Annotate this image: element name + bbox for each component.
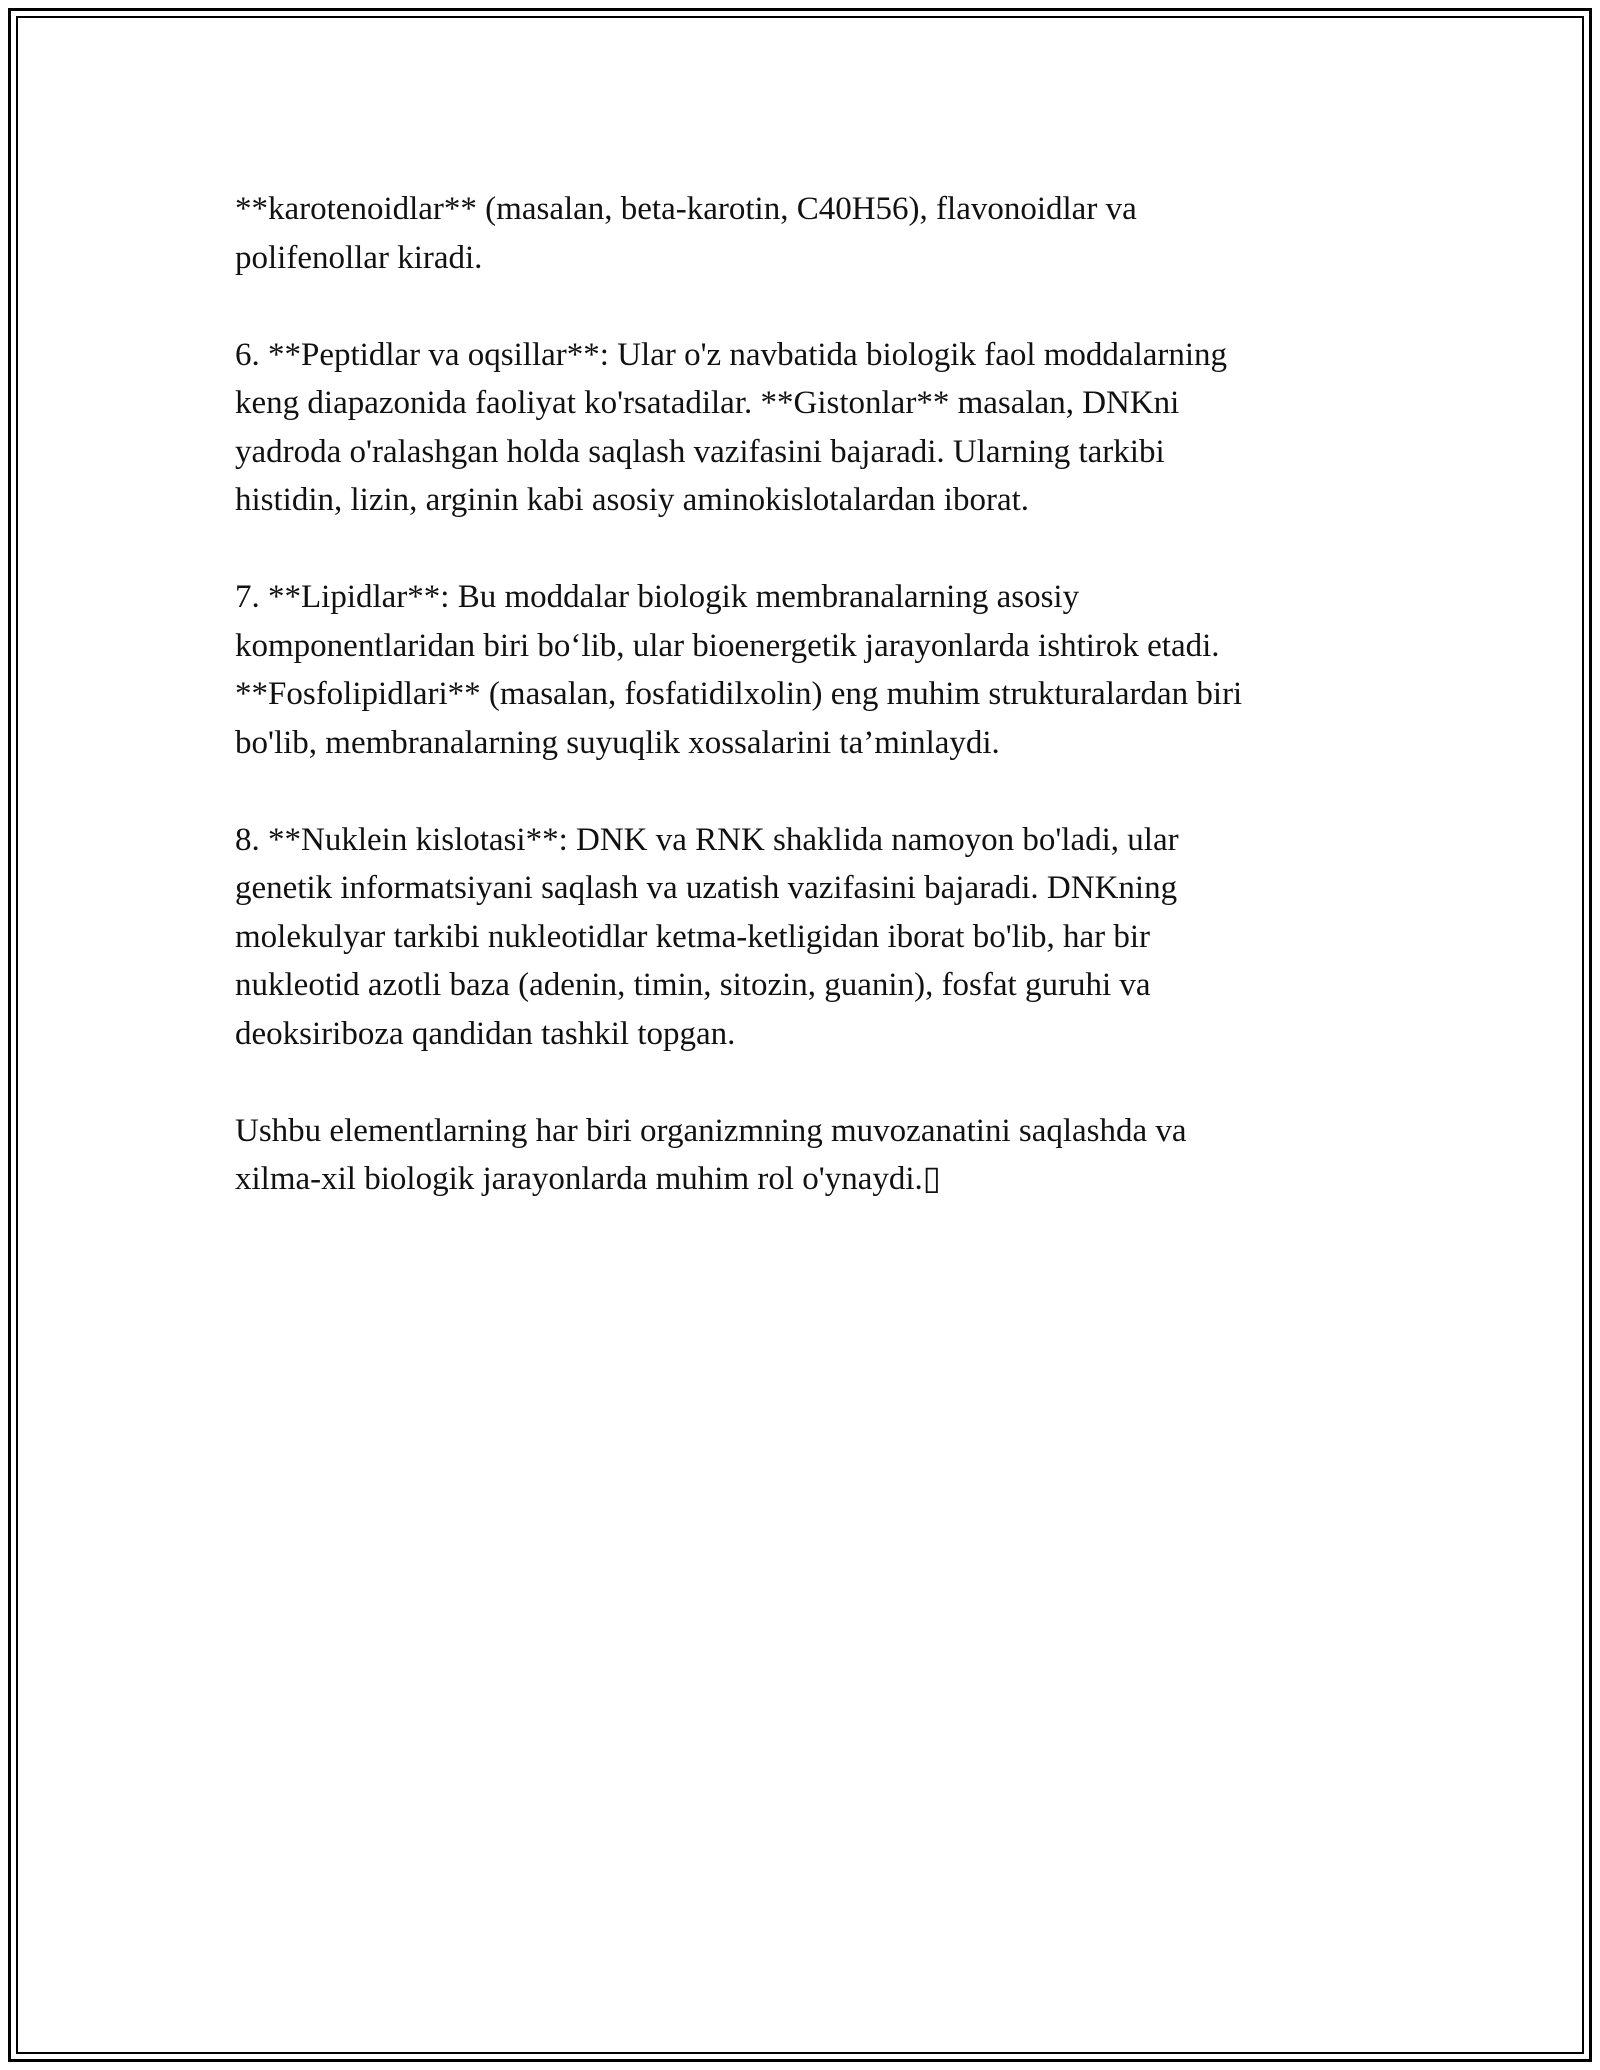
paragraph-lipids: 7. **Lipidlar**: Bu moddalar biologik membranalarning asosiy komponentlaridan biri bo‘lib, ular bioenergetik jarayonlarda ishtirok etadi. **Fosfolipidlari** (masalan, fosfatidilxolin) eng muhim strukturalardan biri bo'lib, membranalarning suyuqlik xossalarini ta’minlaydi. [235,579,1243,761]
paragraph-nucleic-acid: 8. **Nuklein kislotasi**: DNK va RNK shaklida namoyon bo'ladi, ular genetik informatsiyani saqlash va uzatish vazifasini bajaradi. DNKning molekulyar tarkibi nukleotidlar ketma-ketligidan iborat bo'lib, har bir nukleotid azotli baza (adenin, timin, sitozin, guanin), fosfat guruhi va deoksiriboza qandidan tashkil topgan. [235,821,1179,1052]
paragraph-peptides-proteins: 6. **Peptidlar va oqsillar**: Ular o'z navbatida biologik faol moddalarning keng diapazonida faoliyat ko'rsatadilar. **Gistonlar** masalan, DNKni yadroda o'ralashgan holda saqlash vazifasini bajaradi. Ularning tarkibi histidin, lizin, arginin kabi asosiy aminokislotalardan iborat. [235,336,1228,518]
paragraph-conclusion: Ushbu elementlarning har biri organizmning muvozanatini saqlashda va xilma-xil biologik jarayonlarda muhim rol o'ynaydi.▯ [235,1112,1187,1197]
document-body [235,185,1375,1204]
paragraph-carotenoids: **karotenoidlar** (masalan, beta-karotin, C40H56), flavonoidlar va polifenollar kiradi. [235,191,1137,276]
